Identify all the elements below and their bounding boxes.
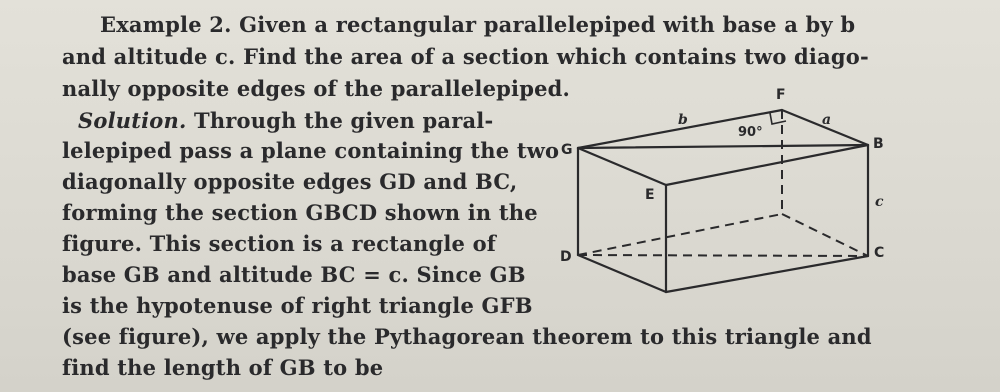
edge-front-C — [666, 256, 868, 292]
text-line-5: lelepiped pass a plane containing the two — [62, 138, 560, 163]
solution-heading: Solution. — [78, 108, 187, 133]
label-a: a — [822, 112, 832, 128]
label-E: E — [645, 187, 655, 203]
edge-G-E — [578, 148, 666, 185]
right-angle-mark — [770, 113, 786, 124]
edge-E-B — [666, 145, 868, 185]
example-heading: Example 2. — [100, 12, 232, 37]
example-statement-1: Given a rectangular parallelepiped with base a by b — [239, 12, 856, 37]
hidden-diagonal-D-C — [578, 255, 868, 256]
solution-text-1: Through the given paral- — [194, 108, 494, 133]
hidden-edge-D-back — [578, 214, 782, 255]
label-B: B — [873, 136, 884, 152]
edge-D-front — [578, 255, 666, 292]
text-line-11: (see figure), we apply the Pythagorean theorem to this triangle and — [62, 324, 872, 349]
label-F: F — [776, 87, 786, 103]
label-G: G — [561, 142, 573, 158]
hidden-edge-back-C — [782, 214, 868, 256]
text-line-8: figure. This section is a rectangle of — [62, 231, 497, 256]
diagonal-G-B — [578, 145, 868, 148]
label-b: b — [678, 112, 688, 128]
text-line-12: find the length of GB to be — [62, 355, 384, 380]
text-line-6: diagonally opposite edges GD and BC, — [62, 169, 518, 194]
text-line-7: forming the section GBCD shown in the — [62, 200, 538, 225]
label-c: c — [875, 194, 884, 210]
text-line-10: is the hypotenuse of right triangle GFB — [62, 293, 533, 318]
text-line-2: and altitude c. Find the area of a section which contains two diago- — [62, 44, 869, 69]
text-line-3: nally opposite edges of the parallelepiped. — [62, 76, 571, 101]
label-angle-90: 90° — [738, 125, 763, 140]
label-C: C — [874, 245, 885, 261]
text-line-9: base GB and altitude BC = c. Since GB — [62, 262, 526, 287]
label-D: D — [560, 249, 572, 265]
